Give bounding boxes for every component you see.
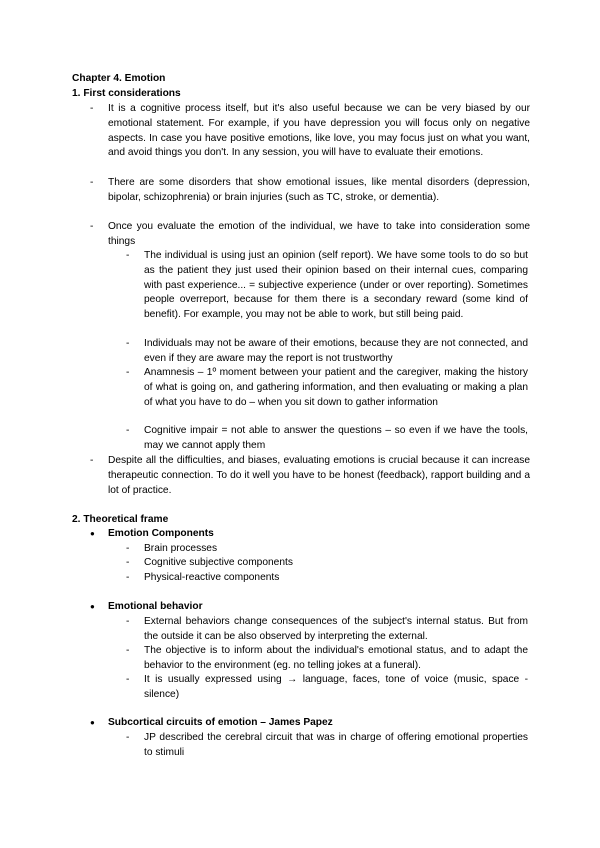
- list-item: [90, 220, 530, 250]
- sub-list-item: [126, 366, 528, 410]
- dash-marker: -: [126, 425, 130, 436]
- sub-list-item: [126, 542, 528, 557]
- group-heading: [90, 600, 530, 615]
- section-heading: 1. First considerations: [72, 88, 181, 99]
- sub-list-item: [126, 673, 528, 703]
- sub-list-item: [126, 571, 528, 586]
- sub-list-item-text: It is usually expressed using → language, faces, tone of voice (music, space - silence): [144, 674, 528, 700]
- group-heading: [90, 716, 530, 731]
- dash-marker: -: [126, 543, 130, 554]
- sub-list-item: [126, 731, 528, 761]
- bullet-marker: ●: [90, 602, 95, 611]
- dash-marker: -: [126, 367, 130, 378]
- dash-marker: -: [126, 557, 130, 568]
- sub-list-item: [126, 337, 528, 367]
- list-item-text: There are some disorders that show emotional issues, like mental disorders (depression, bipolar, schizophrenia) or brain injuries (such as TC, stroke, or dementia).: [108, 177, 530, 203]
- sub-list-item-text: JP described the cerebral circuit that was in charge of offering emotional properties to stimuli: [144, 732, 528, 758]
- list-item: [90, 102, 530, 161]
- group-title: Subcortical circuits of emotion – James Papez: [108, 717, 333, 728]
- sub-list-item: [126, 644, 528, 674]
- sub-list-item: [126, 249, 528, 323]
- dash-marker: -: [90, 103, 94, 114]
- dash-marker: -: [126, 732, 130, 743]
- sub-list-item-text: The objective is to inform about the individual's emotional status, and to adapt the behavior to the environment (eg. no telling jokes at a funeral).: [144, 645, 528, 671]
- sub-list-item-text: External behaviors change consequences of the subject's internal status. But from the outside it can be also observed by interpreting the external.: [144, 616, 528, 642]
- dash-marker: -: [126, 674, 130, 685]
- list-item-text: Despite all the difficulties, and biases, evaluating emotions is crucial because it can increase therapeutic connection. To do it well you have to be honest (feedback), rapport building and a lot of practice.: [108, 455, 530, 496]
- section-heading: 2. Theoretical frame: [72, 514, 169, 525]
- dash-marker: -: [126, 616, 130, 627]
- sub-list-item-text: Anamnesis – 1º moment between your patient and the caregiver, making the history of what is going on, and gathering information, and then evaluating or making a plan of what you have to do – when you sit down to gather information: [144, 367, 528, 408]
- dash-marker: -: [126, 572, 130, 583]
- sub-list-item: [126, 556, 528, 571]
- sub-list-item-text: Physical-reactive components: [144, 572, 280, 583]
- group-title: Emotional behavior: [108, 601, 203, 612]
- group-heading: [90, 527, 530, 542]
- sub-list-item-text: Cognitive impair = not able to answer the questions – so even if we have the tools, may we cannot apply them: [144, 425, 528, 451]
- sub-list-item-text: Brain processes: [144, 543, 218, 554]
- sub-list-item: [126, 615, 528, 645]
- dash-marker: -: [90, 455, 94, 466]
- bullet-marker: ●: [90, 529, 95, 538]
- dash-marker: -: [126, 338, 130, 349]
- list-item: [90, 454, 530, 498]
- sub-list-item: [126, 424, 528, 454]
- dash-marker: -: [126, 645, 130, 656]
- dash-marker: -: [90, 177, 94, 188]
- list-item: [90, 176, 530, 206]
- list-item-text: It is a cognitive process itself, but it's also useful because we can be very biased by our emotional statement. For example, if you have depression you will focus only on negative aspects. In case you have positive emotions, like love, you may focus just on what you want, and avoid things you don't. In any session, you will have to evaluate their emotions.: [108, 103, 530, 159]
- sub-list-item-text: The individual is using just an opinion (self report). We have some tools to do so but as the patient they just used their opinion based on their internal cues, comparing with past experience... = subjective experience (under or over reporting). Sometimes people overreport, because for them there is a secondary reward (some kind of benefit). For example, you may not be able to work, but still being paid.: [144, 250, 528, 321]
- sub-list-item-text: Cognitive subjective components: [144, 557, 293, 568]
- group-title: Emotion Components: [108, 528, 214, 539]
- sub-list-item-text: Individuals may not be aware of their emotions, because they are not connected, and even if they are aware may the report is not trustworthy: [144, 338, 528, 364]
- chapter-title: Chapter 4. Emotion: [72, 73, 166, 84]
- dash-marker: -: [90, 221, 94, 232]
- bullet-marker: ●: [90, 718, 95, 727]
- dash-marker: -: [126, 250, 130, 261]
- list-item-text: Once you evaluate the emotion of the individual, we have to take into consideration some things: [108, 221, 530, 247]
